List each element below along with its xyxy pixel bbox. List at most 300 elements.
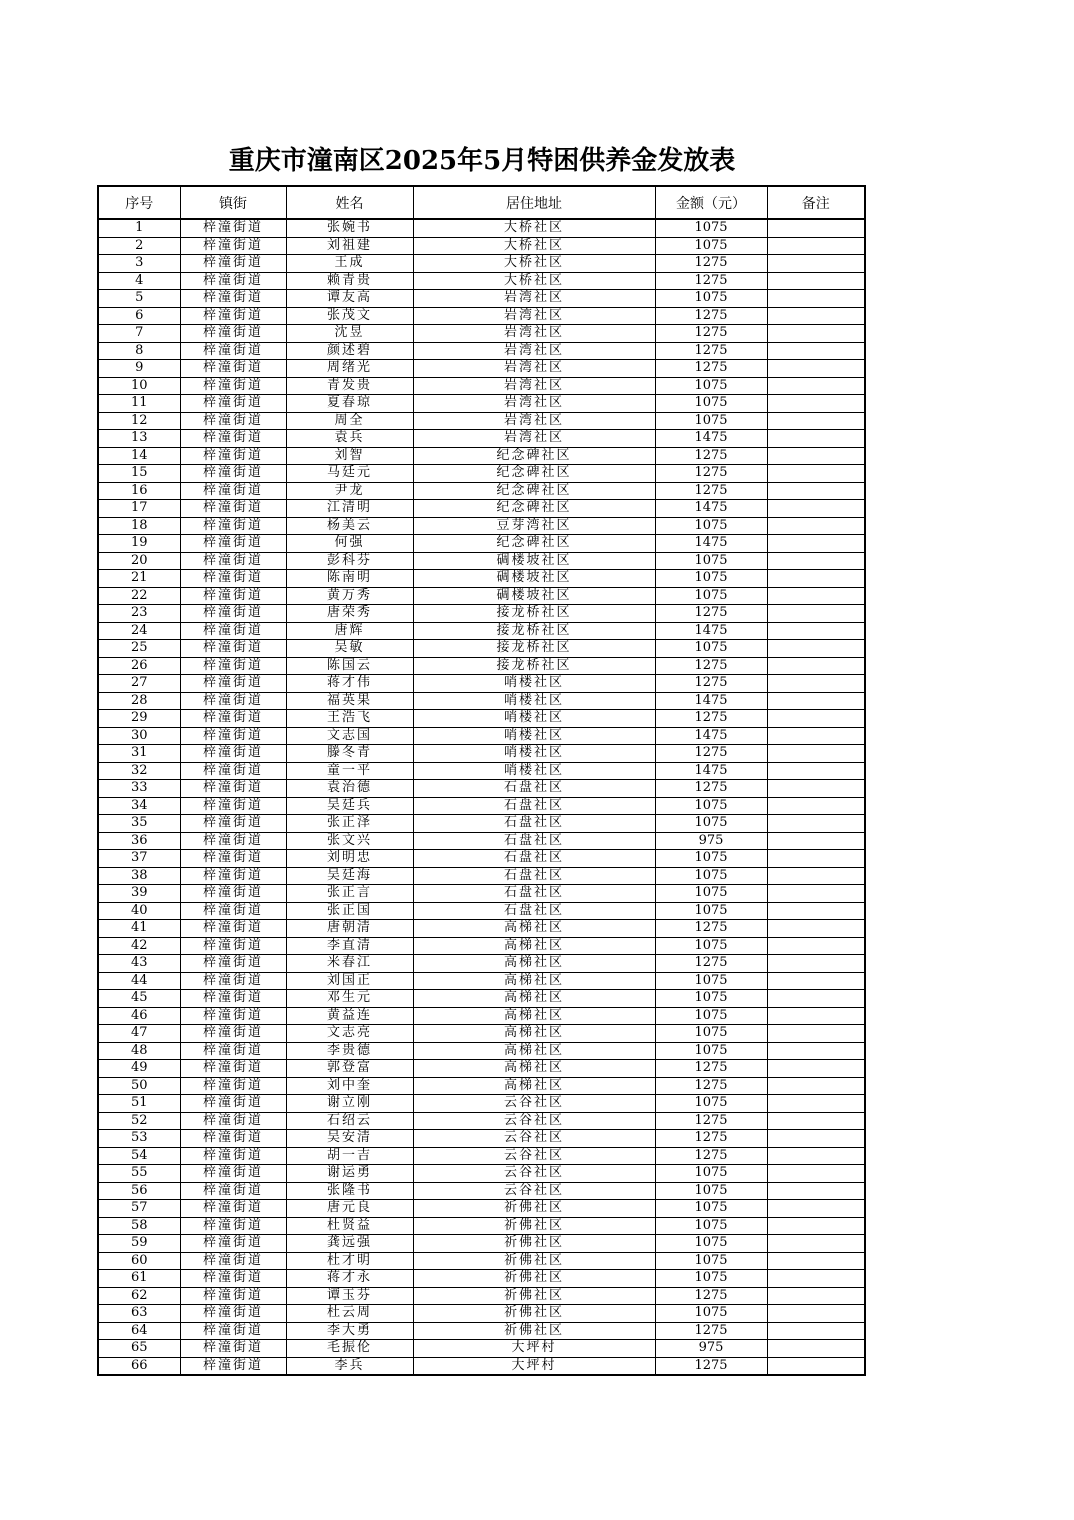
cell-amount: 1075 — [655, 587, 767, 605]
cell-remark — [767, 972, 865, 990]
cell-address: 祈佛社区 — [413, 1252, 655, 1270]
cell-index: 64 — [98, 1322, 180, 1340]
cell-index: 60 — [98, 1252, 180, 1270]
cell-street: 梓潼街道 — [180, 1252, 286, 1270]
cell-remark — [767, 535, 865, 553]
table-row — [98, 1235, 865, 1253]
cell-name: 蒋才永 — [286, 1270, 413, 1288]
cell-address: 高梯社区 — [413, 1007, 655, 1025]
table-row — [98, 1252, 865, 1270]
cell-amount: 1275 — [655, 1147, 767, 1165]
cell-amount: 1075 — [655, 412, 767, 430]
cell-index: 55 — [98, 1165, 180, 1183]
cell-remark — [767, 290, 865, 308]
cell-index: 50 — [98, 1077, 180, 1095]
table-row — [98, 1007, 865, 1025]
table-row — [98, 517, 865, 535]
cell-address: 纪念碑社区 — [413, 447, 655, 465]
cell-remark — [767, 272, 865, 290]
cell-index: 46 — [98, 1007, 180, 1025]
payment-table — [97, 185, 866, 1376]
cell-address: 纪念碑社区 — [413, 500, 655, 518]
table-row — [98, 1357, 865, 1375]
cell-amount: 1275 — [655, 307, 767, 325]
cell-remark — [767, 412, 865, 430]
cell-address: 岩湾社区 — [413, 342, 655, 360]
cell-index: 28 — [98, 692, 180, 710]
cell-remark — [767, 727, 865, 745]
cell-address: 岩湾社区 — [413, 360, 655, 378]
cell-index: 65 — [98, 1340, 180, 1358]
cell-amount: 1475 — [655, 535, 767, 553]
cell-index: 36 — [98, 832, 180, 850]
cell-name: 谢立刚 — [286, 1095, 413, 1113]
cell-name: 李大勇 — [286, 1322, 413, 1340]
cell-address: 岩湾社区 — [413, 395, 655, 413]
cell-amount: 1075 — [655, 937, 767, 955]
cell-address: 哨楼社区 — [413, 710, 655, 728]
cell-remark — [767, 955, 865, 973]
cell-remark — [767, 1217, 865, 1235]
cell-amount: 1075 — [655, 640, 767, 658]
cell-address: 哨楼社区 — [413, 675, 655, 693]
cell-name: 王浩飞 — [286, 710, 413, 728]
page-title: 重庆市潼南区2025年5月特困供养金发放表 — [228, 146, 736, 176]
cell-remark — [767, 1095, 865, 1113]
table-row — [98, 325, 865, 343]
cell-address: 岩湾社区 — [413, 307, 655, 325]
cell-address: 哨楼社区 — [413, 745, 655, 763]
cell-name: 黄益连 — [286, 1007, 413, 1025]
cell-amount: 1475 — [655, 430, 767, 448]
cell-name: 石绍云 — [286, 1112, 413, 1130]
cell-street: 梓潼街道 — [180, 885, 286, 903]
cell-address: 祈佛社区 — [413, 1235, 655, 1253]
cell-index: 37 — [98, 850, 180, 868]
cell-name: 吴廷兵 — [286, 797, 413, 815]
cell-name: 文志国 — [286, 727, 413, 745]
table-row — [98, 1322, 865, 1340]
cell-remark — [767, 1060, 865, 1078]
cell-address: 云谷社区 — [413, 1095, 655, 1113]
cell-amount: 1075 — [655, 902, 767, 920]
cell-street: 梓潼街道 — [180, 587, 286, 605]
cell-index: 12 — [98, 412, 180, 430]
cell-address: 纪念碑社区 — [413, 465, 655, 483]
cell-address: 祈佛社区 — [413, 1200, 655, 1218]
cell-amount: 1075 — [655, 237, 767, 255]
cell-street: 梓潼街道 — [180, 727, 286, 745]
cell-index: 59 — [98, 1235, 180, 1253]
cell-name: 王成 — [286, 255, 413, 273]
cell-remark — [767, 780, 865, 798]
cell-amount: 1275 — [655, 447, 767, 465]
cell-remark — [767, 1025, 865, 1043]
cell-address: 大坪村 — [413, 1340, 655, 1358]
cell-name: 张茂文 — [286, 307, 413, 325]
cell-name: 杜才明 — [286, 1252, 413, 1270]
cell-index: 27 — [98, 675, 180, 693]
cell-street: 梓潼街道 — [180, 1322, 286, 1340]
cell-name: 唐元良 — [286, 1200, 413, 1218]
cell-index: 3 — [98, 255, 180, 273]
table-row — [98, 990, 865, 1008]
cell-remark — [767, 885, 865, 903]
cell-name: 青发贵 — [286, 377, 413, 395]
cell-remark — [767, 850, 865, 868]
cell-remark — [767, 587, 865, 605]
cell-remark — [767, 1112, 865, 1130]
cell-index: 4 — [98, 272, 180, 290]
cell-address: 高梯社区 — [413, 1060, 655, 1078]
cell-amount: 975 — [655, 832, 767, 850]
cell-amount: 1075 — [655, 1042, 767, 1060]
cell-address: 碉楼坡社区 — [413, 570, 655, 588]
cell-amount: 1075 — [655, 1270, 767, 1288]
cell-remark — [767, 1305, 865, 1323]
table-row — [98, 657, 865, 675]
cell-remark — [767, 465, 865, 483]
cell-address: 大桥社区 — [413, 255, 655, 273]
cell-remark — [767, 990, 865, 1008]
cell-remark — [767, 762, 865, 780]
cell-name: 吴敏 — [286, 640, 413, 658]
cell-address: 云谷社区 — [413, 1112, 655, 1130]
cell-remark — [767, 1042, 865, 1060]
cell-index: 11 — [98, 395, 180, 413]
cell-remark — [767, 797, 865, 815]
cell-index: 61 — [98, 1270, 180, 1288]
cell-name: 刘祖建 — [286, 237, 413, 255]
cell-remark — [767, 1147, 865, 1165]
cell-name: 张正泽 — [286, 815, 413, 833]
cell-index: 34 — [98, 797, 180, 815]
cell-amount: 1075 — [655, 377, 767, 395]
cell-street: 梓潼街道 — [180, 552, 286, 570]
cell-remark — [767, 815, 865, 833]
cell-amount: 1075 — [655, 1182, 767, 1200]
table-row — [98, 727, 865, 745]
table-row — [98, 605, 865, 623]
cell-remark — [767, 657, 865, 675]
cell-address: 高梯社区 — [413, 937, 655, 955]
cell-address: 岩湾社区 — [413, 430, 655, 448]
cell-amount: 1075 — [655, 1200, 767, 1218]
cell-address: 祈佛社区 — [413, 1305, 655, 1323]
table-row — [98, 1095, 865, 1113]
cell-amount: 1275 — [655, 1322, 767, 1340]
cell-name: 沈昱 — [286, 325, 413, 343]
cell-amount: 1475 — [655, 622, 767, 640]
cell-address: 哨楼社区 — [413, 692, 655, 710]
cell-remark — [767, 517, 865, 535]
cell-index: 53 — [98, 1130, 180, 1148]
cell-address: 石盘社区 — [413, 885, 655, 903]
table-row — [98, 465, 865, 483]
header-name: 姓名 — [286, 186, 413, 219]
cell-remark — [767, 447, 865, 465]
cell-address: 祈佛社区 — [413, 1287, 655, 1305]
cell-remark — [767, 867, 865, 885]
cell-name: 杨美云 — [286, 517, 413, 535]
cell-index: 6 — [98, 307, 180, 325]
cell-amount: 1275 — [655, 482, 767, 500]
cell-index: 33 — [98, 780, 180, 798]
cell-street: 梓潼街道 — [180, 605, 286, 623]
table-row — [98, 272, 865, 290]
table-row — [98, 1217, 865, 1235]
cell-street: 梓潼街道 — [180, 1235, 286, 1253]
cell-address: 高梯社区 — [413, 1077, 655, 1095]
cell-amount: 1075 — [655, 1305, 767, 1323]
cell-street: 梓潼街道 — [180, 342, 286, 360]
cell-remark — [767, 832, 865, 850]
cell-remark — [767, 1130, 865, 1148]
cell-remark — [767, 622, 865, 640]
cell-amount: 1275 — [655, 360, 767, 378]
table-row — [98, 1200, 865, 1218]
table-row — [98, 815, 865, 833]
cell-amount: 1075 — [655, 219, 767, 237]
cell-remark — [767, 1340, 865, 1358]
cell-index: 45 — [98, 990, 180, 1008]
cell-street: 梓潼街道 — [180, 1077, 286, 1095]
cell-remark — [767, 1182, 865, 1200]
cell-name: 谢运勇 — [286, 1165, 413, 1183]
cell-street: 梓潼街道 — [180, 990, 286, 1008]
cell-index: 38 — [98, 867, 180, 885]
cell-name: 张婉书 — [286, 219, 413, 237]
cell-address: 岩湾社区 — [413, 412, 655, 430]
cell-street: 梓潼街道 — [180, 1147, 286, 1165]
table-row — [98, 1112, 865, 1130]
cell-name: 袁兵 — [286, 430, 413, 448]
cell-remark — [767, 307, 865, 325]
cell-remark — [767, 1322, 865, 1340]
header-amount: 金额（元） — [655, 186, 767, 219]
table-body — [98, 219, 865, 1375]
cell-index: 18 — [98, 517, 180, 535]
cell-name: 尹龙 — [286, 482, 413, 500]
cell-amount: 1275 — [655, 465, 767, 483]
cell-street: 梓潼街道 — [180, 447, 286, 465]
cell-name: 周绪光 — [286, 360, 413, 378]
cell-amount: 1275 — [655, 657, 767, 675]
cell-address: 高梯社区 — [413, 990, 655, 1008]
cell-street: 梓潼街道 — [180, 500, 286, 518]
cell-address: 碉楼坡社区 — [413, 552, 655, 570]
cell-index: 5 — [98, 290, 180, 308]
cell-index: 26 — [98, 657, 180, 675]
cell-street: 梓潼街道 — [180, 745, 286, 763]
table-row — [98, 867, 865, 885]
table-row — [98, 219, 865, 237]
table-row — [98, 237, 865, 255]
cell-address: 豆芽湾社区 — [413, 517, 655, 535]
table-row — [98, 1130, 865, 1148]
cell-street: 梓潼街道 — [180, 1007, 286, 1025]
cell-amount: 1275 — [655, 745, 767, 763]
cell-name: 马廷元 — [286, 465, 413, 483]
cell-address: 石盘社区 — [413, 780, 655, 798]
cell-street: 梓潼街道 — [180, 517, 286, 535]
table-row — [98, 482, 865, 500]
cell-remark — [767, 552, 865, 570]
cell-name: 颜述碧 — [286, 342, 413, 360]
cell-street: 梓潼街道 — [180, 465, 286, 483]
table-row — [98, 622, 865, 640]
table-row — [98, 535, 865, 553]
cell-address: 纪念碑社区 — [413, 535, 655, 553]
cell-name: 吴廷海 — [286, 867, 413, 885]
cell-street: 梓潼街道 — [180, 307, 286, 325]
cell-index: 43 — [98, 955, 180, 973]
cell-name: 陈国云 — [286, 657, 413, 675]
cell-remark — [767, 937, 865, 955]
cell-remark — [767, 1287, 865, 1305]
cell-amount: 1075 — [655, 517, 767, 535]
cell-address: 岩湾社区 — [413, 290, 655, 308]
cell-index: 49 — [98, 1060, 180, 1078]
cell-street: 梓潼街道 — [180, 290, 286, 308]
cell-index: 25 — [98, 640, 180, 658]
cell-amount: 1275 — [655, 255, 767, 273]
cell-amount: 1075 — [655, 815, 767, 833]
table-row — [98, 412, 865, 430]
cell-name: 滕冬青 — [286, 745, 413, 763]
cell-name: 赖青贵 — [286, 272, 413, 290]
cell-index: 54 — [98, 1147, 180, 1165]
cell-remark — [767, 237, 865, 255]
cell-street: 梓潼街道 — [180, 1270, 286, 1288]
cell-name: 童一平 — [286, 762, 413, 780]
cell-amount: 1075 — [655, 797, 767, 815]
cell-address: 岩湾社区 — [413, 325, 655, 343]
cell-amount: 1275 — [655, 1060, 767, 1078]
cell-remark — [767, 1165, 865, 1183]
cell-amount: 1475 — [655, 762, 767, 780]
cell-street: 梓潼街道 — [180, 237, 286, 255]
cell-address: 高梯社区 — [413, 1025, 655, 1043]
cell-amount: 1075 — [655, 1095, 767, 1113]
cell-amount: 1275 — [655, 780, 767, 798]
cell-index: 47 — [98, 1025, 180, 1043]
cell-name: 唐朝清 — [286, 920, 413, 938]
cell-index: 13 — [98, 430, 180, 448]
cell-address: 纪念碑社区 — [413, 482, 655, 500]
cell-remark — [767, 325, 865, 343]
cell-remark — [767, 500, 865, 518]
cell-amount: 1475 — [655, 500, 767, 518]
cell-address: 石盘社区 — [413, 832, 655, 850]
cell-street: 梓潼街道 — [180, 640, 286, 658]
cell-amount: 1475 — [655, 692, 767, 710]
cell-name: 李兵 — [286, 1357, 413, 1375]
cell-index: 56 — [98, 1182, 180, 1200]
cell-address: 哨楼社区 — [413, 762, 655, 780]
table-row — [98, 832, 865, 850]
cell-index: 20 — [98, 552, 180, 570]
cell-address: 祈佛社区 — [413, 1217, 655, 1235]
cell-remark — [767, 360, 865, 378]
cell-remark — [767, 430, 865, 448]
cell-address: 大桥社区 — [413, 237, 655, 255]
table-row — [98, 762, 865, 780]
cell-name: 米春江 — [286, 955, 413, 973]
cell-amount: 1075 — [655, 1007, 767, 1025]
cell-street: 梓潼街道 — [180, 1025, 286, 1043]
cell-street: 梓潼街道 — [180, 937, 286, 955]
cell-name: 郭登富 — [286, 1060, 413, 1078]
cell-amount: 1275 — [655, 605, 767, 623]
cell-amount: 1275 — [655, 325, 767, 343]
cell-remark — [767, 1270, 865, 1288]
cell-street: 梓潼街道 — [180, 1217, 286, 1235]
cell-street: 梓潼街道 — [180, 780, 286, 798]
cell-remark — [767, 692, 865, 710]
cell-street: 梓潼街道 — [180, 1287, 286, 1305]
cell-street: 梓潼街道 — [180, 797, 286, 815]
cell-name: 张正言 — [286, 885, 413, 903]
cell-index: 58 — [98, 1217, 180, 1235]
table-row — [98, 692, 865, 710]
cell-remark — [767, 1252, 865, 1270]
cell-remark — [767, 640, 865, 658]
cell-street: 梓潼街道 — [180, 325, 286, 343]
cell-remark — [767, 920, 865, 938]
table-row — [98, 902, 865, 920]
table-row — [98, 447, 865, 465]
cell-index: 63 — [98, 1305, 180, 1323]
cell-street: 梓潼街道 — [180, 657, 286, 675]
table-row — [98, 1305, 865, 1323]
cell-street: 梓潼街道 — [180, 1305, 286, 1323]
cell-amount: 1275 — [655, 342, 767, 360]
cell-index: 44 — [98, 972, 180, 990]
cell-address: 碉楼坡社区 — [413, 587, 655, 605]
cell-address: 接龙桥社区 — [413, 657, 655, 675]
cell-street: 梓潼街道 — [180, 762, 286, 780]
table-row — [98, 360, 865, 378]
cell-address: 哨楼社区 — [413, 727, 655, 745]
table-row — [98, 1042, 865, 1060]
table-row — [98, 885, 865, 903]
cell-remark — [767, 377, 865, 395]
cell-name: 福英果 — [286, 692, 413, 710]
cell-amount: 1275 — [655, 675, 767, 693]
cell-street: 梓潼街道 — [180, 219, 286, 237]
cell-name: 张文兴 — [286, 832, 413, 850]
cell-name: 毛振伦 — [286, 1340, 413, 1358]
cell-amount: 1075 — [655, 867, 767, 885]
cell-remark — [767, 219, 865, 237]
cell-remark — [767, 902, 865, 920]
cell-name: 杜贤益 — [286, 1217, 413, 1235]
cell-street: 梓潼街道 — [180, 622, 286, 640]
cell-amount: 1075 — [655, 990, 767, 1008]
cell-name: 黄万秀 — [286, 587, 413, 605]
table-row — [98, 972, 865, 990]
cell-index: 2 — [98, 237, 180, 255]
cell-address: 大桥社区 — [413, 272, 655, 290]
cell-amount: 1275 — [655, 1112, 767, 1130]
cell-remark — [767, 482, 865, 500]
cell-street: 梓潼街道 — [180, 675, 286, 693]
table-row — [98, 1077, 865, 1095]
cell-street: 梓潼街道 — [180, 1130, 286, 1148]
cell-street: 梓潼街道 — [180, 1182, 286, 1200]
cell-index: 42 — [98, 937, 180, 955]
